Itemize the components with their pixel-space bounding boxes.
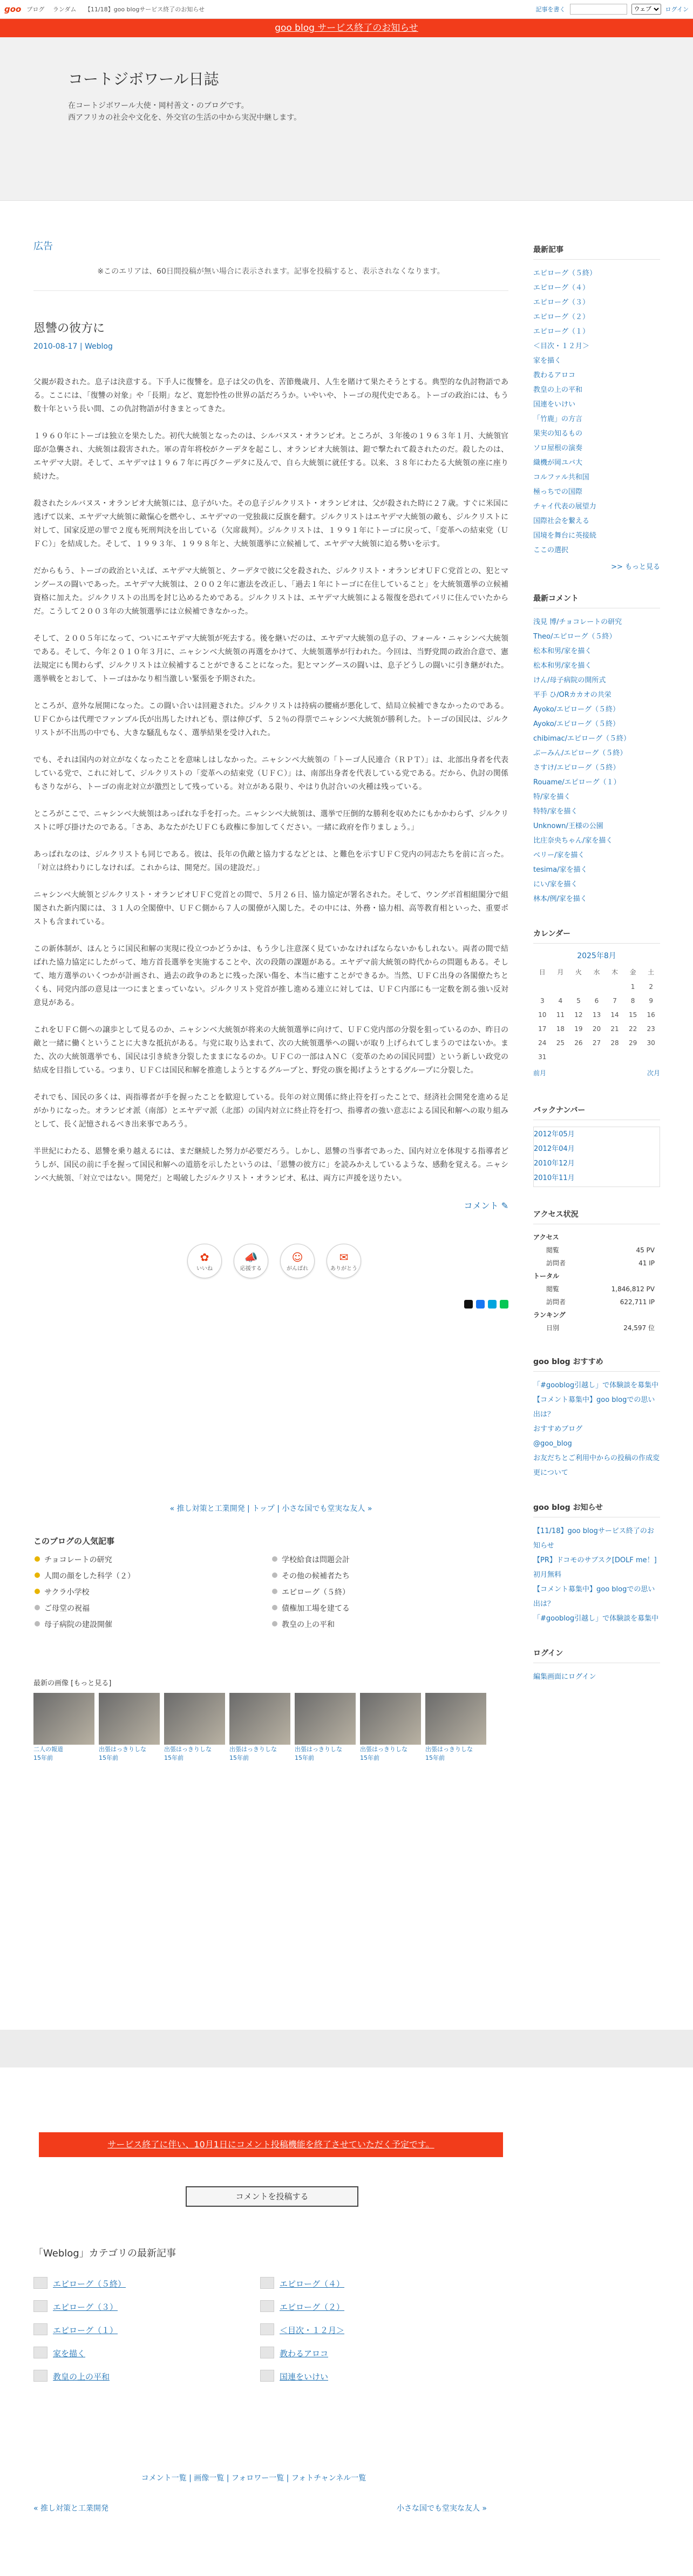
reaction-label: いいね xyxy=(196,1265,213,1272)
calendar-day xyxy=(642,1050,660,1064)
calendar-day: 3 xyxy=(540,997,545,1005)
category-post-item[interactable]: エピローグ（２） xyxy=(260,2301,487,2313)
global-nav xyxy=(0,0,693,19)
recent-comment-item[interactable]: Ayoko/エピローグ（５終） xyxy=(533,720,620,728)
backnumber-item[interactable]: 2010年11月 xyxy=(534,1174,575,1182)
popular-item[interactable]: ご母堂の祝福 xyxy=(33,1603,271,1614)
thumb-caption[interactable]: 出張はっきりしな xyxy=(295,1746,342,1753)
views-value: 45 PV xyxy=(636,1246,655,1254)
weekday: 月 xyxy=(557,968,564,976)
category-post-item[interactable]: 教皇の上の平和 xyxy=(33,2371,260,2382)
reaction-label: ありがとう xyxy=(330,1265,357,1272)
recent-posts-list xyxy=(533,266,660,558)
total-visitors-value: 622,711 IP xyxy=(620,1298,655,1306)
post-paragraph: ところが、意外な展開になった。この闘い合いは回避された。ジルクリストは持病の腰痛が悪化して、結局立候補できなかったのである。ＵＦＣからは代理でファンブル氏が出馬したけれども、票は伸びず、５２％の得票でニャシンベ大統領が勝利した。トーゴの国民は、ジルクリストが不出馬の中でも、大きな騒乱もなく、選挙結果を受け入れた。 xyxy=(33,702,508,737)
post-paragraph: 父親が殺された。息子は決意する。下手人に復讐を。息子は父の仇を、苦節幾歳月、人生を賭けて果たそうとする。典型的な仇討物語である。ここには、「復讐の対象」や「長期」など、寛恕怜性の世界の話だろうか。いやいや、トーゴの現代史である。トーゴの政治には、もう数十年という長い間、この仇討物語が付きまとってきた。 xyxy=(33,378,508,413)
nav-blog[interactable]: ブログ xyxy=(26,6,45,13)
recent-post-item[interactable]: ソロ屋根の演奏 xyxy=(533,444,583,452)
recent-post-item[interactable]: エピローグ（４） xyxy=(533,284,590,292)
popular-title: このブログの人気記事 xyxy=(33,1536,115,1546)
recent-comment-item[interactable]: 平手 ひ/ORカカオの共栄 xyxy=(533,691,612,699)
recent-post-item[interactable]: ＜目次・１２月＞ xyxy=(533,342,590,350)
recent-post-item[interactable]: エピローグ（１） xyxy=(533,328,590,336)
blog-description-1: 在コートジボワール大使・岡村善文・のブログです。 xyxy=(68,101,249,110)
calendar-day: 17 xyxy=(538,1025,547,1033)
calendar-day xyxy=(606,980,624,994)
blog-header xyxy=(0,37,693,201)
thumb-date: 15年前 xyxy=(229,1754,249,1761)
popular-item[interactable]: サクラ小学校 xyxy=(33,1587,271,1597)
blog-title[interactable]: コートジボワール日誌 xyxy=(68,70,219,88)
news-item[interactable]: 「#gooblog引越し」で体験談を募集中 xyxy=(533,1615,659,1623)
calendar-day: 7 xyxy=(613,997,617,1005)
category-post-item[interactable]: エピローグ（４） xyxy=(260,2278,487,2289)
footer-links[interactable]: コメント一覧 | 画像一覧 | フォロワー一覧 | フォトチャンネル一覧 xyxy=(141,2474,366,2483)
goo-logo[interactable]: goo xyxy=(4,4,22,14)
reaction-label: 応援する xyxy=(240,1265,262,1272)
recent-comments-list xyxy=(533,615,660,906)
login-link-side[interactable]: 編集画面にログイン xyxy=(533,1673,596,1681)
post-category[interactable]: Weblog xyxy=(85,342,113,351)
thumb-date: 15年前 xyxy=(164,1754,184,1761)
recent-post-item[interactable]: チャイ代表の展望力 xyxy=(533,503,596,511)
thumb-date: 15年前 xyxy=(360,1754,379,1761)
post-pager: « 推し対策と工業開発 | トップ | 小さな国でも堂実な友人 » xyxy=(169,1504,372,1513)
sidebar xyxy=(533,244,660,1706)
category-latest-title: 「Weblog」カテゴリの最新記事 xyxy=(33,2248,176,2259)
thumb-date: 15年前 xyxy=(33,1754,53,1761)
nav-random[interactable]: ランダム xyxy=(52,6,77,13)
calendar-day: 11 xyxy=(556,1011,565,1019)
recent-comments-title: 最新コメント xyxy=(533,593,660,608)
weekday: 金 xyxy=(629,968,636,976)
popular-item[interactable]: 教皇の上の平和 xyxy=(271,1619,508,1630)
reaction-icon: 📣 xyxy=(244,1250,258,1264)
calendar-day xyxy=(533,980,552,994)
day-rank-label: 日別 xyxy=(546,1324,560,1332)
recent-comment-item[interactable]: 特/家を描く xyxy=(533,793,571,801)
calendar-day: 18 xyxy=(556,1025,565,1033)
category-post-item[interactable]: エピローグ（５終） xyxy=(33,2278,260,2289)
image-thumb[interactable] xyxy=(33,1693,94,1762)
calendar-day: 28 xyxy=(610,1039,619,1047)
calendar-title: カレンダー xyxy=(533,928,660,944)
recommend-item[interactable]: 【コメント募集中】goo blogでの思い出は？ xyxy=(533,1396,655,1419)
total-views-label: 閲覧 xyxy=(546,1285,560,1293)
post-paragraph: ニャシンベ大統領とジルクリスト・オランピオＵＦＣ党首との間で、５月２６日、協力協定が署名された。そして、ウングボ首相組閣分で組閣された新内閣には、３１人の全閣僚中、ＵＦＣ側から７人の閣僚が入閣した。その中には、外務・協力相、高等教育相といった、重要ポストも含まれている。 xyxy=(33,891,508,926)
post-comment-button[interactable]: コメントを投稿する xyxy=(186,2186,358,2207)
post-paragraph: 殺されたシルバヌス・オランピオ大統領には、息子がいた。その息子ジルクリスト・オランピオは、父が殺された時に２７歳。すぐに米国に逃げて以来、エヤデマ大統領に敵愾心を燃やし、エヤデマの一党独裁に反旗を翻す。ジルクリストはエヤデマ大統領の敵も、ジルクリストに対して、国家反逆の罪で２度も死刑判決を出している（欠席裁判）。ジルクリストは、１９９１年にトーゴに戻って、「変革への結束党（ＵＦＣ）」を結成した。そして、１９９３年、１９９８年と、大統領選挙に立候補して、エヤデマ大統領に迫る勢いを示す。 xyxy=(33,499,508,548)
weekday: 火 xyxy=(575,968,582,976)
login-title: ログイン xyxy=(533,1648,660,1663)
calendar-day: 16 xyxy=(647,1011,655,1019)
recent-comment-item[interactable]: ぶーみん/エピローグ（５終） xyxy=(533,749,627,757)
calendar-day xyxy=(588,980,606,994)
calendar-day: 26 xyxy=(574,1039,583,1047)
thumb-caption[interactable]: 出張はっきりしな xyxy=(229,1746,277,1753)
calendar-day: 8 xyxy=(630,997,635,1005)
thumb-image[interactable] xyxy=(360,1693,421,1745)
post-paragraph: これをＵＦＣ側への譲歩として見るのか、ニャシンベ大統領が将来の大統領選挙に向けて、ＵＦＣ党内部の分裂を狙っているのか、昨日の敵と一緒に働くということに大きな抵抗がある。与党に取り込まれて、次の大統領選挙への闘いが取り上げられてしまうのではないか。また、次の大統領選挙でも、国民は引き続き分裂したままになるのか。ＵＦＣの一部はＡＮＣ（変革のための国民同盟）という新しい政党の結成を目指している。つまり、ＵＦＣは国民和解を推進しようとするグループと、野党の旗を掲げようとするグループに分裂した。 xyxy=(33,1026,508,1075)
reaction-icon: ✿ xyxy=(200,1250,209,1264)
popular-item[interactable]: チョコレートの研究 xyxy=(33,1554,271,1565)
image-thumb[interactable] xyxy=(425,1693,486,1762)
category-post-item[interactable]: 国連をいけい xyxy=(260,2371,487,2382)
post-paragraph: それでも、国民の多くは、両指導者が手を握ったことを歓迎している。長年の対立関係に終止符を打ったことで、経済社会開発を進める足がかりになった。オランピオ派（南部）とエヤデマ派（北部）の国内対立に終止符を打つ、指導者の強い意志による国民和解への取り組みとして、長く記憶されるべき出来事であろう。 xyxy=(33,1093,508,1129)
comment-end-banner[interactable] xyxy=(39,2132,503,2157)
category-post-item[interactable]: 教わるアロコ xyxy=(260,2348,487,2359)
recent-post-item[interactable]: 極っちでの国際 xyxy=(533,488,582,496)
calendar-day: 22 xyxy=(628,1025,637,1033)
main-column xyxy=(33,201,508,1762)
total-views-value: 1,846,812 PV xyxy=(611,1285,655,1293)
thumb-image[interactable] xyxy=(33,1693,94,1745)
calendar-day: 20 xyxy=(592,1025,601,1033)
recent-post-item[interactable]: 国際社会を繋える xyxy=(533,517,590,525)
total-visitors-row xyxy=(533,1296,660,1309)
calendar-day: 10 xyxy=(538,1011,547,1019)
reaction-icon: ✉ xyxy=(339,1250,349,1264)
ranking-label: ランキング xyxy=(533,1311,566,1319)
recommend-item[interactable]: 「#gooblog引越し」で体験談を募集中 xyxy=(533,1381,659,1389)
calendar-day: 12 xyxy=(574,1011,583,1019)
recommend-item[interactable]: お友だちとご利用中からの投稿の作成変更について xyxy=(533,1454,660,1477)
post-paragraph: １９６０年にトーゴは独立を果たした。初代大統領となったのは、シルバヌス・オランピオ。ところが、３年後の１９６３年１月、大統領官邸が急襲され、大統領は殺害された。軍の青年将校がクーデタを起こし、オランピオ大統領は、鎧で撃たれて殺されたのだ。殺したのは、エヤデマ大尉。そして、エヤデマは１９６７年に再びクーデタに及んで、自ら大統領に就任する。以来、３８年にわたる大統領の座に座り続けた。 xyxy=(33,432,508,481)
recommend-list xyxy=(533,1378,660,1480)
recent-comment-item[interactable]: Rouame/エピローグ（１） xyxy=(533,778,621,787)
calendar-day: 4 xyxy=(558,997,563,1005)
recent-comment-item[interactable]: tesima/家を描く xyxy=(533,866,588,874)
calendar-day: 29 xyxy=(628,1039,637,1047)
popular-item[interactable]: 債権加工場を建てる xyxy=(271,1603,508,1614)
thumb-caption[interactable]: 出張はっきりしな xyxy=(425,1746,473,1753)
recent-post-item[interactable]: コルファル共和国 xyxy=(533,473,589,482)
calendar-day xyxy=(588,1050,606,1064)
thumb-date: 15年前 xyxy=(295,1754,314,1761)
reaction-button[interactable] xyxy=(327,1244,361,1278)
post-paragraph: 半世紀にわたる、恩讐を乗り越えるには、まだ継続した努力が必要だろう。しかし、恩讐の当事者であった、国内対立を体現する指導者どうしが、国民の前に手を握って国民和解への道筋を示したというのは、「恩讐の彼方に」を読みかえしているような、感動を覚える。ニャシンベ大統領、「対立ではない。開発だ」と喝破したジルクリスト・オランピオ、私は、両方に声援を送りたい。 xyxy=(33,1147,508,1183)
service-end-notice-text[interactable]: goo blog サービス終了のお知らせ xyxy=(275,23,418,33)
recent-posts-title: 最新記事 xyxy=(533,244,660,260)
recent-comment-item[interactable]: 特特/家を描く xyxy=(533,808,578,816)
top-link[interactable]: トップ xyxy=(252,1504,275,1513)
reaction-button[interactable] xyxy=(234,1244,268,1278)
recent-post-item[interactable]: 国連をいけい xyxy=(533,401,576,409)
access-title: アクセス状況 xyxy=(533,1209,660,1224)
prev-post-link[interactable]: « 推し対策と工業開発 xyxy=(169,1504,245,1513)
recommend-item[interactable]: おすすめブログ xyxy=(533,1425,583,1433)
x-share-icon[interactable] xyxy=(464,1300,473,1309)
post-paragraph: でも、それは国内の対立がなくなったことを意味しはしなかった。ニャシンベ大統領の「トーゴ人民連合（ＲＰＴ）」は、北部出身者を代表している党で、これに対して、ジルクリストの「変革への結束党（ＵＦＣ）」は、南部出身者を代表している党である。だから、仇討の関係もさりながら、トーゴの南北対立が激烈として残っている。対立がある限り、やはり仇討合いの火種は残っている。 xyxy=(33,756,508,791)
weekday: 土 xyxy=(648,968,655,976)
calendar-day: 30 xyxy=(647,1039,655,1047)
recent-comment-item[interactable]: 松本和男/家を描く xyxy=(533,647,592,655)
recent-post-item[interactable]: エピローグ（５終） xyxy=(533,269,597,277)
post-paragraph: そして、２００５年になって、ついにエヤデマ大統領が死去する。後を継いだのは、エヤデマ大統領の息子の、フォール・ニャシンベ大統領である。そして、今年２０１０年３月に、ニャシンベ大統領の再選をかけて、大統領選挙が行われた。今回は、当野党間の政治合意で、憲法規定にも関わらず、ジルクリストは立候補することができることになった。犯とマングースの闘いは、息子どうしの闘いに引き継がれた。選挙戦をとおして、トーゴはかなり相当激しい緊張を予期された。 xyxy=(33,634,508,683)
thumb-image[interactable] xyxy=(425,1693,486,1745)
reaction-buttons xyxy=(187,1244,508,1278)
calendar-day: 25 xyxy=(556,1039,565,1047)
thumb-date: 15年前 xyxy=(425,1754,445,1761)
recent-post-item[interactable]: 教わるアロコ xyxy=(533,371,576,379)
day-rank-row xyxy=(533,1321,660,1334)
next-post-link[interactable]: 小さな国でも堂実な友人 » xyxy=(282,1504,372,1513)
calendar-grid xyxy=(533,964,660,1064)
search-scope-select[interactable] xyxy=(631,4,661,15)
calendar-prev-link[interactable]: 前月 xyxy=(533,1069,547,1077)
calendar-month: 2025年8月 xyxy=(577,952,616,960)
total-views-row xyxy=(533,1283,660,1296)
recent-post-item[interactable]: エピローグ（３） xyxy=(533,299,590,307)
login-link[interactable]: ログイン xyxy=(665,6,689,13)
views-row xyxy=(533,1244,660,1257)
footer-next-link[interactable]: 小さな国でも堂実な友人 » xyxy=(396,2504,487,2513)
calendar-day: 19 xyxy=(574,1025,583,1033)
image-thumb[interactable] xyxy=(99,1693,160,1762)
calendar-day xyxy=(552,1050,570,1064)
popular-item[interactable]: 人間の顔をした科学（２） xyxy=(33,1570,271,1581)
calendar-day xyxy=(624,1050,642,1064)
weekday: 木 xyxy=(612,968,619,976)
latest-images-title[interactable]: 最新の画像 [もっと見る] xyxy=(33,1679,112,1687)
hatena-share-icon[interactable] xyxy=(488,1300,497,1309)
calendar-day xyxy=(552,980,570,994)
blog-description-2: 西アフリカの社会や文化を、外交官の生活の中から実況中継します。 xyxy=(68,113,302,122)
reaction-button[interactable] xyxy=(280,1244,315,1278)
backnumber-item[interactable]: 2012年05月 xyxy=(534,1130,575,1138)
thumb-caption[interactable]: 出張はっきりしな xyxy=(164,1746,212,1753)
post-title[interactable]: 恩讐の彼方に xyxy=(33,322,105,335)
total-visitors-label: 訪問者 xyxy=(546,1298,566,1306)
backnumber-item[interactable]: 2010年12月 xyxy=(534,1160,575,1168)
backnumber-item[interactable]: 2012年04月 xyxy=(534,1145,575,1153)
calendar-day: 15 xyxy=(628,1011,637,1019)
thumb-caption[interactable]: 出張はっきりしな xyxy=(99,1746,146,1753)
recent-comment-item[interactable]: Unknown/王様の公園 xyxy=(533,822,603,830)
backnumber-title: バックナンバー xyxy=(533,1104,660,1120)
recent-comment-item[interactable]: 松本和男/家を描く xyxy=(533,662,592,670)
comment-end-banner-text[interactable]: サービス終了に伴い、10月1日にコメント投稿機能を終了させていただく予定です。 xyxy=(107,2139,434,2150)
category-post-item[interactable]: ＜目次・１２月＞ xyxy=(260,2324,487,2336)
category-post-item[interactable]: エピローグ（３） xyxy=(33,2301,260,2313)
calendar-day xyxy=(569,980,588,994)
calendar-day: 5 xyxy=(576,997,581,1005)
recent-comment-item[interactable]: Ayoko/エピローグ（５終） xyxy=(533,706,620,714)
write-post-link[interactable]: 記事を書く xyxy=(535,6,566,13)
news-title: goo blog お知らせ xyxy=(533,1502,660,1517)
latest-images xyxy=(33,1693,508,1762)
recent-comment-item[interactable]: さすけ/エピローグ（５終） xyxy=(533,764,620,772)
popular-item[interactable]: エピローグ（５終） xyxy=(271,1587,508,1597)
recent-post-item[interactable]: 「竹鹿」の方言 xyxy=(533,415,583,423)
recent-post-item[interactable]: 国境を舞台に英接続 xyxy=(533,532,597,540)
recent-post-item[interactable]: 教皇の上の平和 xyxy=(533,386,583,394)
calendar-day: 1 xyxy=(630,983,635,991)
calendar-day: 2 xyxy=(649,983,653,991)
popular-item[interactable]: 母子病院の建設開催 xyxy=(33,1619,271,1630)
post-paragraph: あっぱれなのは、ジルクリストも同じである。彼は、長年の仇敵と協力するなどとは、と難色を示すＵＦＣ党内の同志たちを前に言った。「対立は終わりにしなければ。これからは、開発だ。国の建設だ。」 xyxy=(33,850,508,872)
news-item[interactable]: 【コメント募集中】goo blogでの思い出は？ xyxy=(533,1585,655,1608)
recent-post-item[interactable]: 家を描く xyxy=(533,357,562,365)
recommend-item[interactable]: @goo_blog xyxy=(533,1440,572,1448)
thumb-image[interactable] xyxy=(229,1693,290,1745)
day-rank-value: 24,597 位 xyxy=(623,1324,655,1332)
login-list xyxy=(533,1670,660,1684)
recent-comment-item[interactable]: けん/母子病院の開所式 xyxy=(533,676,606,684)
popular-posts xyxy=(33,1535,508,1630)
visitors-label: 訪問者 xyxy=(546,1259,566,1267)
calendar-nav xyxy=(533,1068,660,1077)
popular-item[interactable]: 学校給食は問題会計 xyxy=(271,1554,508,1565)
calendar-day: 6 xyxy=(594,997,599,1005)
calendar xyxy=(533,928,660,1077)
footer-prev-link[interactable]: « 推し対策と工業開発 xyxy=(33,2504,109,2513)
news-item[interactable]: 【11/18】goo blogサービス終了のお知らせ xyxy=(533,1527,654,1550)
reaction-button[interactable] xyxy=(187,1244,222,1278)
post-paragraph: だからもう、トーゴの政治といえば、エヤデマ大統領と、クーデタで彼に父を殺された、ジルクリスト・オランピオＵＦＣ党首との、犯とマングースの闘いであった。エヤデマ大統領は、２００２年に憲法を改正し、「過去１年にトーゴに在住していること」を大統領選挙の立候補資格に加えた。ジルクリストの出馬を封じ込めるためである。ジルクリストは、エヤデマ大統領による報復を恐れてパリに住んでいたからだ。こうして２００３年の大統領選挙には立候補できなかった。 xyxy=(33,567,508,616)
ad-notice: ※このエリアは、60日間投稿が無い場合に表示されます。記事を投稿すると、表示されなくなります。 xyxy=(33,266,508,291)
visitors-value: 41 IP xyxy=(638,1259,655,1267)
image-thumb[interactable] xyxy=(229,1693,290,1762)
reaction-icon: ☺ xyxy=(291,1250,303,1264)
category-post-item[interactable]: 家を描く xyxy=(33,2348,260,2359)
recent-comment-item[interactable]: にい/家を描く xyxy=(533,880,578,889)
reaction-label: がんばれ xyxy=(287,1265,308,1272)
image-thumb[interactable] xyxy=(360,1693,421,1762)
nav-notice[interactable]: 【11/18】goo blogサービス終了のお知らせ xyxy=(84,6,205,13)
category-post-item[interactable]: エピローグ（１） xyxy=(33,2324,260,2336)
weekday: 水 xyxy=(593,968,600,976)
backnumber-list[interactable] xyxy=(533,1127,660,1187)
news-list xyxy=(533,1524,660,1626)
access-label: アクセス xyxy=(533,1233,559,1241)
comment-link[interactable] xyxy=(33,1199,508,1211)
calendar-day: 21 xyxy=(610,1025,619,1033)
weekday: 日 xyxy=(539,968,546,976)
thumb-image[interactable] xyxy=(99,1693,160,1745)
calendar-day: 27 xyxy=(592,1039,601,1047)
recent-post-item[interactable]: 織機が岡ユバ大 xyxy=(533,459,583,467)
post-body xyxy=(33,376,508,1185)
recommend-title: goo blog おすすめ xyxy=(533,1356,660,1372)
thumb-image[interactable] xyxy=(164,1693,225,1745)
access-stats xyxy=(533,1231,660,1334)
thumb-caption[interactable]: 二人の報道 xyxy=(33,1746,63,1753)
calendar-day: 31 xyxy=(538,1053,547,1061)
topbar-right xyxy=(536,4,689,15)
visitors-row xyxy=(533,1257,660,1270)
news-item[interactable]: 【PR】ドコモのサブスク[DOLF me！] 初月無料 xyxy=(533,1556,657,1579)
global-nav-links xyxy=(26,5,211,13)
recent-post-item[interactable]: 果実の知るもの xyxy=(533,430,583,438)
ad-label: 広告 xyxy=(33,241,53,252)
recent-comment-item[interactable]: 林本/例/家を描く xyxy=(533,895,587,903)
views-label: 閲覧 xyxy=(546,1246,560,1254)
image-thumb[interactable] xyxy=(295,1693,356,1762)
calendar-day xyxy=(569,1050,588,1064)
calendar-day: 9 xyxy=(649,997,653,1005)
line-share-icon[interactable] xyxy=(500,1300,508,1309)
calendar-day xyxy=(606,1050,624,1064)
recent-post-item[interactable]: エピローグ（２） xyxy=(533,313,590,321)
search-input[interactable] xyxy=(570,4,627,15)
image-thumb[interactable] xyxy=(164,1693,225,1762)
popular-item[interactable]: その他の候補者たち xyxy=(271,1570,508,1581)
recent-comment-item[interactable]: 比庄奈央ちゃん/家を描く xyxy=(533,837,613,845)
post-paragraph: ところがここで、ニャシンベ大統領はあっぱれな手を打った。ニャシンベ大統領は、選挙で圧倒的な勝利を収めたにもかかわらず、ジルクリストに呼び掛けたのである。「さあ、あなたがたＵＦＣも政権に参加してください。一緒に政府を作りましょう。」 xyxy=(33,810,508,832)
post-paragraph: この新体制が、ほんとうに国民和解の実現に役立つかどうかは、もう少し注意深く見ていかなければならないかもしれない。両者の間で結ばれた協力協定にしたがって、地方首長選挙を実施することや、次の段階の課題がある。エヤデマ前大統領の時代からの問題もある。そして、地方選挙のいくつかが計画され、過去の政争のあとに残った深い傷を、本当に癒すことができるか。当然、ＵＦＣ出身の各閣僚たちとくも、同党内部の意見は一つにまとまっていない。ジルクリスト党首が推し進める連立に対しては、ＵＦＣ内部にも一定数を割る強い反対意見がある。 xyxy=(33,945,508,1007)
thumb-date: 15年前 xyxy=(99,1754,118,1761)
calendar-day: 13 xyxy=(592,1011,601,1019)
thumb-image[interactable] xyxy=(295,1693,356,1745)
footer-pager xyxy=(33,2503,487,2513)
comment-link-text[interactable]: コメント xyxy=(464,1201,499,1211)
service-end-notice[interactable] xyxy=(0,19,693,37)
recent-comment-item[interactable]: ベリー/家を描く xyxy=(533,851,585,859)
recent-comment-item[interactable]: 浅見 博/チョコレートの研究 xyxy=(533,618,622,626)
recent-more-link[interactable]: >> もっと見る xyxy=(611,563,660,571)
total-label: トータル xyxy=(533,1272,560,1280)
recent-comment-item[interactable]: Theo/エピローグ（５終） xyxy=(533,633,616,641)
pencil-icon: ✎ xyxy=(501,1201,508,1211)
facebook-share-icon[interactable] xyxy=(476,1300,485,1309)
share-buttons xyxy=(33,1300,508,1309)
post-meta: 2010-08-17 | Weblog xyxy=(33,342,113,351)
calendar-day: 24 xyxy=(538,1039,547,1047)
calendar-next-link[interactable]: 次月 xyxy=(647,1069,660,1077)
calendar-day: 14 xyxy=(610,1011,619,1019)
post-date: 2010-08-17 xyxy=(33,342,78,351)
calendar-day: 23 xyxy=(647,1025,655,1033)
category-latest-list xyxy=(33,2278,487,2382)
recent-comment-item[interactable]: chibimac/エピローグ（５終） xyxy=(533,735,631,743)
recent-post-item[interactable]: ここの選択 xyxy=(533,546,569,554)
thumb-caption[interactable]: 出張はっきりしな xyxy=(360,1746,407,1753)
